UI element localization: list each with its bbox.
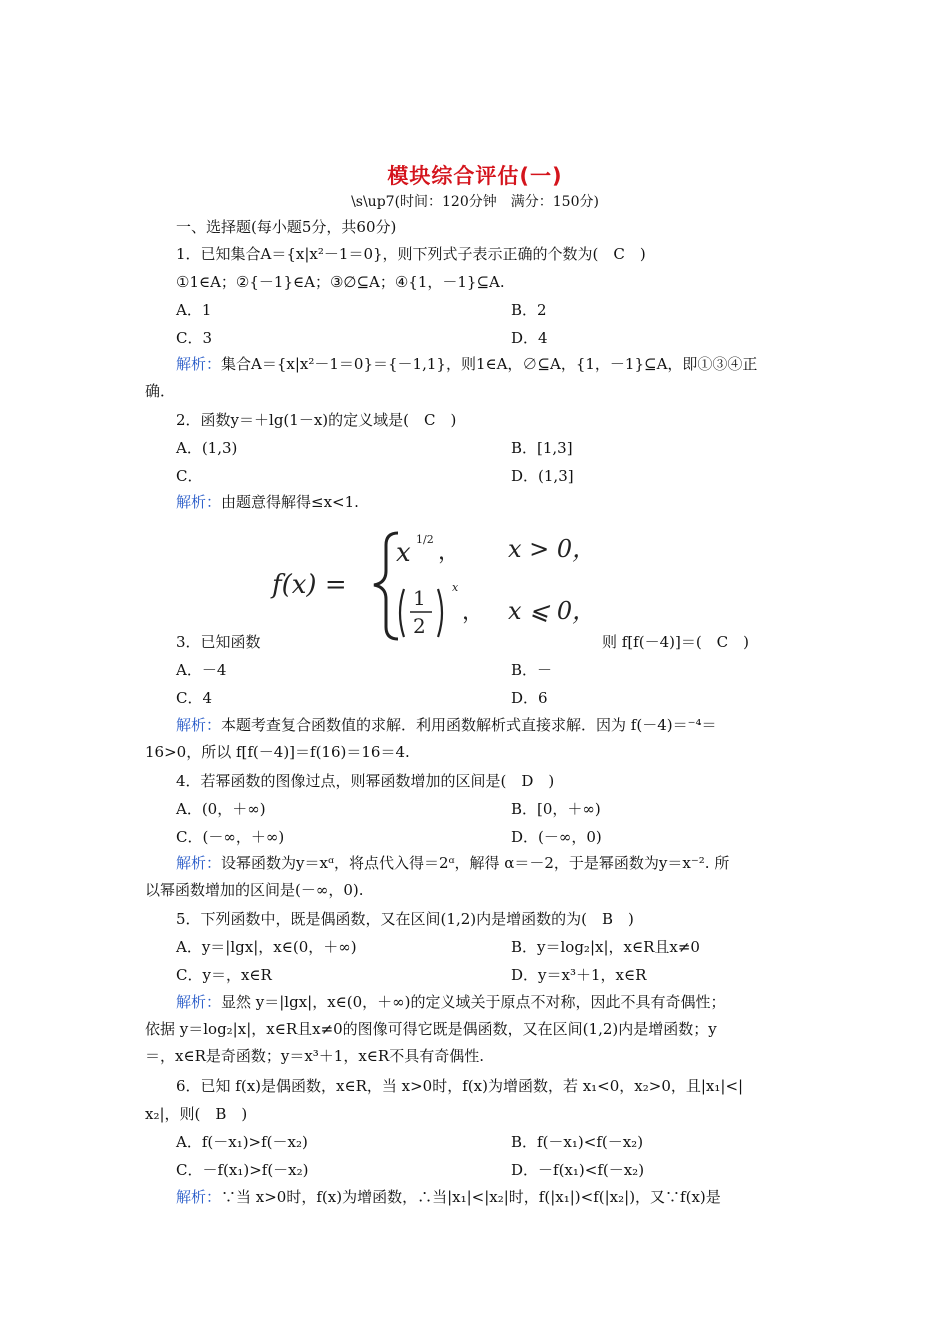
q1-option-a: A．1	[176, 301, 212, 319]
case1-condition: x > 0，	[508, 535, 597, 563]
q4-option-c: C．(－∞，＋∞)	[176, 828, 285, 846]
analysis-label: 解析：	[176, 355, 222, 373]
q6-analysis	[176, 1187, 721, 1207]
analysis-label: 解析：	[176, 716, 222, 734]
q5-analysis-text: 显然 y＝|lgx|，x∈(0，＋∞)的定义域关于原点不对称，因此不具有奇偶性；	[221, 993, 726, 1011]
q3-option-a: A．－4	[176, 661, 227, 679]
q4-option-a: A．(0，＋∞)	[176, 800, 266, 818]
q5-option-c: C．y＝，x∈R	[176, 966, 272, 984]
q5-option-b: B．y＝log₂|x|，x∈R且x≠0	[511, 938, 700, 956]
case2-paren-left	[400, 589, 404, 637]
q4-analysis-cont: 以幂函数增加的区间是(－∞，0).	[145, 881, 364, 899]
q3-option-d: D．6	[511, 689, 548, 707]
q3-analysis-text: 本题考查复合函数值的求解．利用函数解析式直接求解．因为 f(－4)＝⁻⁴＝	[221, 716, 717, 734]
q5-stem: 5．下列函数中，既是偶函数，又在区间(1,2)内是增函数的为( B )	[176, 910, 634, 928]
q3-stem-end: 则 f[f(－4)]＝( C )	[602, 633, 750, 651]
analysis-label: 解析：	[176, 854, 222, 872]
q2-option-d: D．(1,3]	[511, 467, 574, 485]
q5-option-d: D．y＝x³＋1，x∈R	[511, 966, 647, 984]
q5-analysis-cont2: ＝，x∈R是奇函数；y＝x³＋1，x∈R不具有奇偶性.	[145, 1047, 484, 1065]
page-title: 模块综合评估(一)	[387, 164, 563, 188]
q4-option-d: D．(－∞，0)	[511, 828, 602, 846]
q5-analysis-cont: 依据 y＝log₂|x|，x∈R且x≠0的图像可得它既是偶函数，又在区间(1,2)内是增函数；y	[145, 1020, 717, 1038]
analysis-label: 解析：	[176, 993, 222, 1011]
case2-condition: x ⩽ 0，	[508, 597, 597, 625]
case1-base: x	[396, 538, 411, 568]
q2-option-b: B．[1,3]	[511, 439, 573, 457]
q5-analysis	[176, 992, 726, 1012]
exam-subtitle: \s\up7(时间：120分钟 满分：150分)	[351, 194, 599, 210]
case2-numerator: 1	[413, 586, 426, 610]
q3-option-b: B．－	[511, 661, 553, 679]
q6-option-c: C．－f(x₁)>f(－x₂)	[176, 1161, 309, 1179]
q3-analysis-cont: 16>0，所以 f[f(－4)]＝f(16)＝16＝4.	[145, 743, 410, 761]
q4-option-b: B．[0，＋∞)	[511, 800, 601, 818]
left-brace	[374, 533, 398, 639]
q3-option-c: C．4	[176, 689, 213, 707]
q1-analysis-cont: 确．	[145, 382, 176, 400]
section-heading: 一、选择题(每小题5分，共60分)	[176, 218, 397, 236]
q2-option-a: A．(1,3)	[176, 439, 238, 457]
q2-analysis	[176, 492, 359, 512]
q2-stem: 2．函数y＝＋lg(1－x)的定义域是( C )	[176, 411, 457, 429]
svg-text:，: ，	[438, 540, 461, 565]
q6-analysis-text: ∵当 x>0时，f(x)为增函数，∴当|x₁|<|x₂|时，f(|x₁|)<f(|x₂|)，又∵f(x)是	[221, 1188, 721, 1206]
q5-option-a: A．y＝|lgx|，x∈(0，＋∞)	[176, 938, 357, 956]
q6-option-a: A．f(－x₁)>f(－x₂)	[176, 1133, 308, 1151]
q2-analysis-text: 由题意得解得≤x<1.	[221, 493, 359, 511]
q3-analysis	[176, 715, 717, 735]
q2-option-c: C．	[176, 467, 203, 485]
piecewise-formula	[270, 527, 610, 645]
q6-option-b: B．f(－x₁)<f(－x₂)	[511, 1133, 644, 1151]
q4-stem: 4．若幂函数的图像过点，则幂函数增加的区间是( D )	[176, 772, 555, 790]
analysis-label: 解析：	[176, 1188, 222, 1206]
q6-option-d: D．－f(x₁)<f(－x₂)	[511, 1161, 645, 1179]
case2-exponent: x	[452, 581, 459, 594]
q1-line2: ①1∈A；②{－1}∈A；③∅⊆A；④{1，－1}⊆A.	[176, 273, 505, 291]
formula-lhs: f(x) =	[272, 570, 347, 600]
q1-analysis	[176, 354, 757, 374]
case1-exponent: 1/2	[416, 533, 434, 546]
q1-stem: 1．已知集合A＝{x|x²－1＝0}，则下列式子表示正确的个数为( C )	[176, 245, 646, 263]
case2-paren-right	[438, 589, 442, 637]
q6-stem-cont: x₂|，则( B )	[145, 1105, 248, 1123]
analysis-label: 解析：	[176, 493, 222, 511]
q6-stem: 6．已知 f(x)是偶函数，x∈R，当 x>0时，f(x)为增函数，若 x₁<0，x₂>0，且|x₁|<|	[176, 1077, 744, 1095]
case2-denominator: 2	[413, 614, 426, 638]
q1-analysis-text: 集合A＝{x|x²－1＝0}＝{－1,1}，则1∈A，∅⊆A，{1，－1}⊆A，即①③④正	[221, 355, 758, 373]
q1-option-d: D．4	[511, 329, 548, 347]
q1-option-b: B．2	[511, 301, 547, 319]
q3-stem: 3．已知函数	[176, 633, 261, 651]
q4-analysis-text: 设幂函数为y＝xᵅ，将点代入得＝2ᵅ，解得 α＝－2，于是幂函数为y＝x⁻². 所	[221, 854, 730, 872]
q4-analysis	[176, 853, 729, 873]
svg-text:，: ，	[462, 600, 485, 625]
q1-option-c: C．3	[176, 329, 213, 347]
